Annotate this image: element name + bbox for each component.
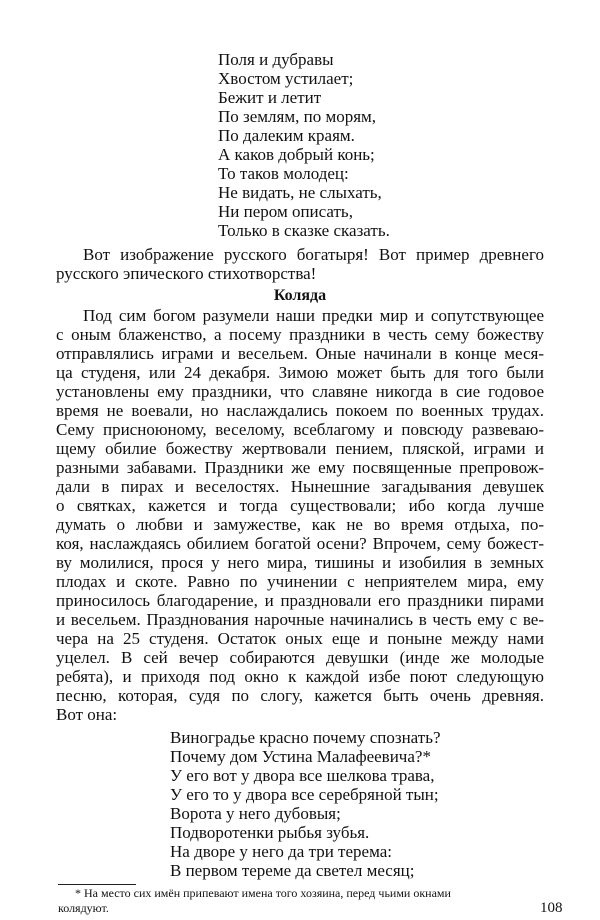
- poem-line: Виноградье красно почему спознать?: [170, 728, 441, 747]
- paragraph-line: приносилось благодарение, и праздновали его праздники пирами: [56, 591, 544, 610]
- paragraph-line: отправлялись играми и весельем. Оные начинали в конце меся-: [56, 344, 544, 363]
- paragraph-line: ребята), и приходя под окно к каждой избе поют следующую: [56, 667, 544, 686]
- poem-line: Хвостом устилает;: [218, 69, 354, 88]
- footnote-line: * На место сих имён припевают имена того хозяина, перед чьими окнами: [75, 886, 451, 900]
- poem-line: Поля и дубравы: [218, 50, 334, 69]
- paragraph-line: Сему присноюному, веселому, всеблагому и повсюду развеваю-: [56, 420, 544, 439]
- poem-line: То таков молодец:: [218, 164, 349, 183]
- paragraph-line: и весельем. Празднования нарочные начинались в честь ему с ве-: [56, 610, 544, 629]
- paragraph-line: Вот изображение русского богатыря! Вот пример древнего: [83, 245, 544, 264]
- paragraph-line: время не воевали, но наслаждались покоем по военных трудах.: [56, 401, 544, 420]
- footnote-line: колядуют.: [58, 901, 109, 915]
- poem-line: Ни пером описать,: [218, 202, 353, 221]
- poem-line: У его вот у двора все шелкова трава,: [170, 766, 435, 785]
- section-heading: Коляда: [273, 287, 327, 304]
- page-number: 108: [540, 900, 563, 916]
- paragraph-line: русского эпического стихотворства!: [56, 264, 317, 283]
- paragraph-line: ву молилися, прося у него мира, тишины и изобилия в земных: [56, 553, 544, 572]
- paragraph-line: ца студеня, или 24 декабря. Зимою может быть для того были: [56, 363, 544, 382]
- paragraph-line: о святках, кажется и тогда существовали; ибо когда лучше: [56, 496, 544, 515]
- paragraph-line: разными забавами. Праздники же ему посвященные препровож-: [56, 458, 544, 477]
- poem-line: Почему дом Устина Малафеевича?*: [170, 747, 431, 766]
- poem-line: Подворотенки рыбья зубья.: [170, 823, 370, 842]
- paragraph-line: песню, которая, судя по слогу, кажется быть очень древняя.: [56, 686, 544, 705]
- paragraph-line: уцелел. В сей вечер собираются девушки (инде же молодые: [56, 648, 544, 667]
- paragraph-line: думать о любви и замужестве, как не во время отдыха, по-: [56, 515, 544, 534]
- paragraph-line: Вот она:: [56, 705, 118, 724]
- poem-line: Бежит и летит: [218, 88, 322, 107]
- poem-line: По далеким краям.: [218, 126, 355, 145]
- poem-line: По землям, по морям,: [218, 107, 377, 126]
- poem-line: В первом тереме да светел месяц;: [170, 861, 415, 880]
- paragraph-line: щему обилие божеству жертвовали пением, пляской, играми и: [56, 439, 544, 458]
- footnote-divider: [58, 884, 136, 885]
- paragraph-line: плодах и скоте. Равно по учинении с неприятелем мира, ему: [56, 572, 544, 591]
- poem-line: Ворота у него дубовыя;: [170, 804, 341, 823]
- paragraph-line: Под сим богом разумели наши предки мир и сопутствующее: [83, 306, 544, 325]
- poem-line: А каков добрый конь;: [218, 145, 375, 164]
- paragraph-line: чера на 25 студеня. Остаток оных еще и поныне между нами: [56, 629, 544, 648]
- poem-line: На дворе у него да три терема:: [170, 842, 392, 861]
- poem-line: Только в сказке сказать.: [218, 221, 390, 240]
- paragraph-line: установлены ему праздники, что славяне никогда в сие годовое: [56, 382, 544, 401]
- paragraph-line: коя, наслаждаясь обилием богатой осени? Впрочем, сему божест-: [56, 534, 544, 553]
- poem-line: Не видать, не слыхать,: [218, 183, 382, 202]
- paragraph-line: с оным блаженство, а посему праздники в честь сему божеству: [56, 325, 544, 344]
- paragraph-line: дали в пирах и веселостях. Нынешние загадывания девушек: [56, 477, 544, 496]
- poem-line: У его то у двора все серебряной тын;: [170, 785, 439, 804]
